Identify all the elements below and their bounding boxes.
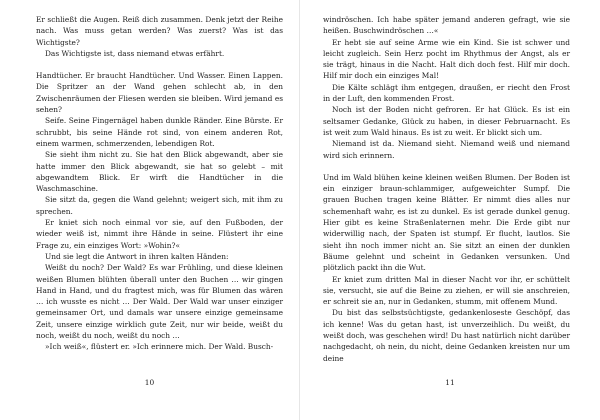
- paragraph: Du bist das selbstsüchtigste, gedankenloseste Geschöpf, das ich kenne! Was du getan hast, ist unverzeihlich. Du weißt, du weißt doch, was geschehen wird! Du hast natürlich nicht darüber nachgedacht, oh nein, du nicht, deine Gedanken kreisten nur um deine: [323, 308, 570, 363]
- paragraph: »Ich weiß«, flüstert er. »Ich erinnere mich. Der Wald. Busch-: [45, 342, 274, 352]
- paragraph: Sie sitzt da, gegen die Wand gelehnt; weigert sich, mit ihm zu sprechen.: [36, 195, 283, 216]
- paragraph: Er schließt die Augen. Reiß dich zusammen. Denk jetzt der Reihe nach. Was muss getan werden? Was zuerst? Was ist das Wichtigste?: [36, 15, 283, 47]
- paragraph: Weißt du noch? Der Wald? Es war Frühling, und diese kleinen weißen Blumen blühten überall unter den Buchen … wir gingen Hand in Hand, und du fragtest mich, was für Blumen das wären … ich wusste es nicht … Der Wald. Der Wald war unser einziger gemeinsamer Ort, und damals war unsere einzige gemeinsame Zeit, unsere einzige wirklich gute Zeit, nur wir beide, weißt du noch, weißt du noch, weißt du noch …: [36, 263, 283, 341]
- paragraph: Noch ist der Boden nicht gefroren. Er hat Glück. Es ist ein seltsamer Gedanke, Glück zu haben, in dieser Februarnacht. Es ist weit zum Wald hinaus. Es ist zu weit. Er blickt sich um.: [323, 105, 570, 137]
- paragraph: Er kniet sich noch einmal vor sie, auf den Fußboden, der wieder weiß ist, nimmt ihre Hände in seine. Flüstert ihr eine Frage zu, ein einziges Wort: »Wohin?«: [36, 218, 283, 250]
- paragraph: Er hebt sie auf seine Arme wie ein Kind. Sie ist schwer und leicht zugleich. Sein Herz pocht im Rhythmus der Angst, als er sie trägt, hinaus in die Nacht. Halt dich doch fest. Hilf mir doch. Hilf mir doch ein einziges Mal!: [323, 37, 570, 81]
- paragraph: Sie sieht ihm nicht zu. Sie hat den Blick abgewandt, aber sie hatte immer den Blick abgewandt, sie hat so gelebt – mit abgewandtem Blick. Er wirft die Handtücher in die Waschmaschine.: [36, 150, 283, 194]
- paragraph: Seife. Seine Fingernägel haben dunkle Ränder. Eine Bürste. Er schrubbt, bis seine Hände rot sind, von einem anderen Rot, einem warmen, schmerzenden, lebendigen Rot.: [36, 116, 283, 148]
- right-page-text: [323, 14, 570, 364]
- paragraph: windröschen. Ich habe später jemand anderen gefragt, wie sie heißen. Buschwindröschen …«: [323, 15, 570, 36]
- paragraph: Er kniet zum dritten Mal in dieser Nacht vor ihr, er schüttelt sie, versucht, sie auf die Beine zu ziehen, er will sie anschreien, er schreit sie an, nur in Gedanken, stumm, mit offenem Mund.: [323, 274, 570, 307]
- paragraph: Das Wichtigste ist, dass niemand etwas erfährt.: [45, 48, 225, 58]
- paragraph: Und sie legt die Antwort in ihren kalten Händen:: [45, 251, 229, 261]
- right-page: [300, 0, 600, 420]
- left-page-text: [36, 14, 283, 353]
- page-number: 10: [144, 378, 155, 387]
- paragraph: Niemand ist da. Niemand sieht. Niemand weiß und niemand wird sich erinnern.: [323, 139, 570, 160]
- paragraph: Die Kälte schlägt ihm entgegen, draußen, er riecht den Frost in der Luft, den kommenden Frost.: [323, 82, 570, 104]
- paragraph: Und im Wald blühen keine kleinen weißen Blumen. Der Boden ist ein einziger braun-schlammiger, aufgeweichter Sumpf. Die grauen Buchen tragen keine Blätter. Er nimmt dies alles nur schemenhaft wahr, es ist zu dunkel. Es ist gerade dunkel genug. Hier gibt es keine Straßenlaternen mehr. Die Erde gibt nur widerwillig nach, der Spaten ist stumpf. Er flucht, lautlos. Sie sieht ihn noch immer nicht an. Sie sitzt an einen der dunklen Bäume gelehnt und scheint in Gedanken versunken. Und plötzlich packt ihn die Wut.: [323, 172, 570, 273]
- page-number: 11: [445, 378, 455, 387]
- paragraph: Handtücher. Er braucht Handtücher. Und Wasser. Einen Lappen. Die Spritzer an der Wand gehen schlecht ab, in den Zwischenräumen der Fliesen werden sie bleiben. Wird jemand es sehen?: [36, 71, 283, 115]
